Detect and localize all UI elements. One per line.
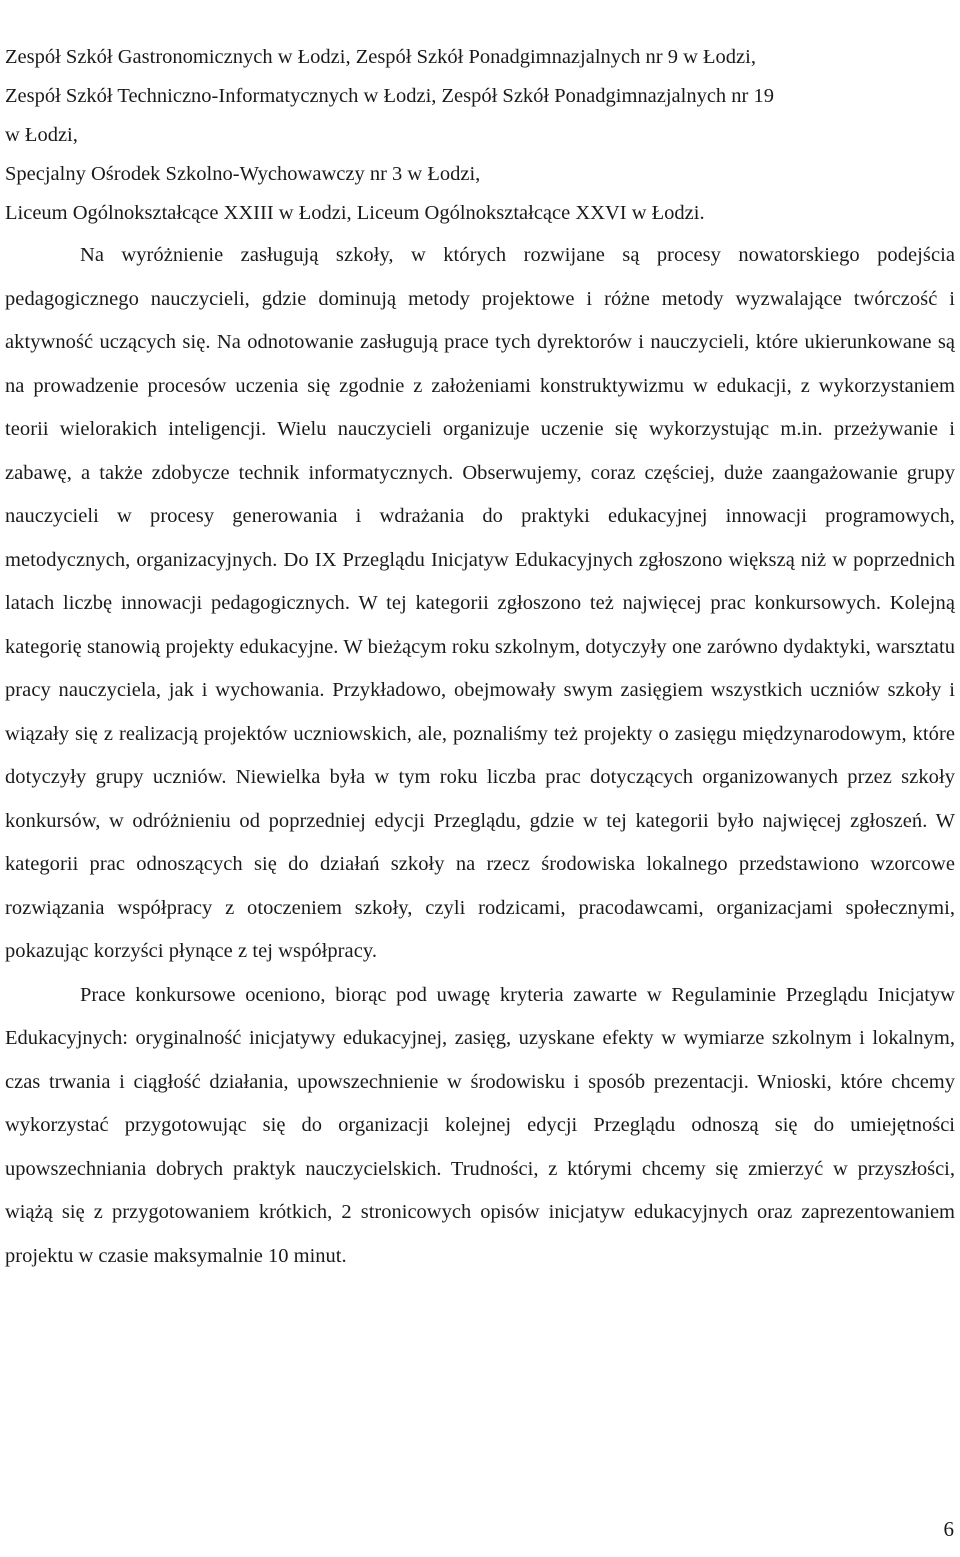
paragraph-evaluation: Prace konkursowe oceniono, biorąc pod uwagę kryteria zawarte w Regulaminie Przeglądu Inicjatyw Edukacyjnych: oryginalność inicjatywy edukacyjnej, zasięg, uzyskane efekty w wymiarze szkolnym i lokalnym, czas trwania i ciągłość działania, upowszechnienie w środowisku i sposób prezentacji. Wnioski, które chcemy wykorzystać przygotowując się do organizacji kolejnej edycji Przeglądu odnoszą się do umiejętności upowszechniania dobrych praktyk nauczycielskich. Trudności, z którymi chcemy się zmierzyć w przyszłości, wiążą się z przygotowaniem krótkich, 2 stronicowych opisów inicjatyw edukacyjnych oraz zaprezentowaniem projektu w czasie maksymalnie 10 minut. <box>5 983 955 1267</box>
document-page <box>5 38 955 1278</box>
school-list-line: Zespół Szkół Gastronomicznych w Łodzi, Zespół Szkół Ponadgimnazjalnych nr 9 w Łodzi, <box>5 46 756 68</box>
school-list-line: Zespół Szkół Techniczno-Informatycznych w Łodzi, Zespół Szkół Ponadgimnazjalnych nr 19 <box>5 85 775 107</box>
school-list-line: w Łodzi, <box>5 124 78 146</box>
school-list-line: Liceum Ogólnokształcące XXIII w Łodzi, Liceum Ogólnokształcące XXVI w Łodzi. <box>5 202 705 224</box>
page-number: 6 <box>943 1517 954 1541</box>
paragraph-distinction: Na wyróżnienie zasługują szkoły, w których rozwijane są procesy nowatorskiego podejścia pedagogicznego nauczycieli, gdzie dominują metody projektowe i różne metody wyzwalające twórczość i aktywność uczących się. Na odnotowanie zasługują prace tych dyrektorów i nauczycieli, które ukierunkowane są na prowadzenie procesów uczenia się zgodnie z założeniami konstruktywizmu w edukacji, z wykorzystaniem teorii wielorakich inteligencji. Wielu nauczycieli organizuje uczenie się wykorzystując m.in. przeżywanie i zabawę, a także zdobycze technik informatycznych. Obserwujemy, coraz częściej, duże zaangażowanie grupy nauczycieli w procesy generowania i wdrażania do praktyki edukacyjnej innowacji programowych, metodycznych, organizacyjnych. Do IX Przeglądu Inicjatyw Edukacyjnych zgłoszono większą niż w poprzednich latach liczbę innowacji pedagogicznych. W tej kategorii zgłoszono też najwięcej prac konkursowych. Kolejną kategorię stanowią projekty edukacyjne. W bieżącym roku szkolnym, dotyczyły one zarówno dydaktyki, warsztatu pracy nauczyciela, jak i wychowania. Przykładowo, obejmowały swym zasięgiem wszystkich uczniów szkoły i wiązały się z realizacją projektów uczniowskich, ale, poznaliśmy też projekty o zasięgu międzynarodowym, które dotyczyły grupy uczniów. Niewielka była w tym roku liczba prac dotyczących organizowanych przez szkoły konkursów, w odróżnieniu od poprzedniej edycji Przeglądu, gdzie w tej kategorii było najwięcej zgłoszeń. W kategorii prac odnoszących się do działań szkoły na rzecz środowiska lokalnego przedstawiono wzorcowe rozwiązania współpracy z otoczeniem szkoły, czyli rodzicami, pracodawcami, organizacjami społecznymi, pokazując korzyści płynące z tej współpracy. <box>5 244 955 962</box>
school-list-line: Specjalny Ośrodek Szkolno-Wychowawczy nr 3 w Łodzi, <box>5 163 481 185</box>
school-list <box>5 38 955 233</box>
